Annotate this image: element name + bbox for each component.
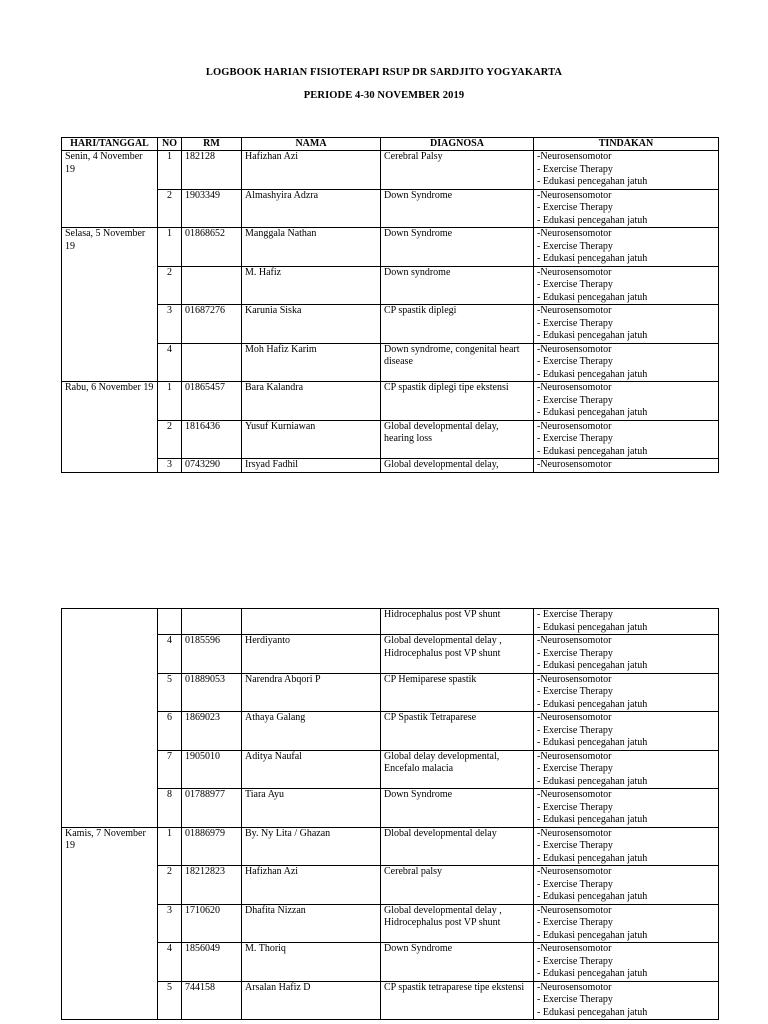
no-cell: 3 (158, 459, 182, 473)
nama-cell: Dhafita Nizzan (242, 904, 381, 943)
rm-cell: 01889053 (182, 673, 242, 712)
tindakan-cell: -Neurosensomotor - Exercise Therapy - Edukasi pencegahan jatuh (534, 712, 719, 751)
diagnosa-cell: CP spastik diplegi (381, 305, 534, 344)
nama-cell: Arsalan Hafiz D (242, 981, 381, 1020)
table-row (62, 904, 719, 943)
table-row (62, 228, 719, 267)
table-row (62, 459, 719, 473)
nama-cell: M. Thoriq (242, 943, 381, 982)
nama-cell: Irsyad Fadhil (242, 459, 381, 473)
logbook-table-page-2 (61, 608, 719, 1020)
rm-cell: 1903349 (182, 189, 242, 228)
diagnosa-cell: Dlobal developmental delay (381, 827, 534, 866)
table-header-row (62, 138, 719, 151)
tindakan-cell: -Neurosensomotor - Exercise Therapy - Edukasi pencegahan jatuh (534, 420, 719, 459)
no-cell: 1 (158, 228, 182, 267)
rm-cell: 01865457 (182, 382, 242, 421)
rm-cell (182, 609, 242, 635)
col-header-tindakan: TINDAKAN (534, 138, 719, 151)
table-row (62, 305, 719, 344)
day-cell: Rabu, 6 November 19 (62, 382, 158, 473)
col-header-hari-tanggal: HARI/TANGGAL (62, 138, 158, 151)
no-cell (158, 609, 182, 635)
document-title: LOGBOOK HARIAN FISIOTERAPI RSUP DR SARDJITO YOGYAKARTA (205, 67, 563, 78)
nama-cell: Herdiyanto (242, 635, 381, 674)
no-cell: 2 (158, 420, 182, 459)
tindakan-cell: -Neurosensomotor - Exercise Therapy - Edukasi pencegahan jatuh (534, 904, 719, 943)
rm-cell: 01788977 (182, 789, 242, 828)
rm-cell: 0743290 (182, 459, 242, 473)
tindakan-cell: -Neurosensomotor - Exercise Therapy - Edukasi pencegahan jatuh (534, 866, 719, 905)
tindakan-cell: -Neurosensomotor - Exercise Therapy - Edukasi pencegahan jatuh (534, 635, 719, 674)
nama-cell: Aditya Naufal (242, 750, 381, 789)
diagnosa-cell: Cerebral palsy (381, 866, 534, 905)
nama-cell: Athaya Galang (242, 712, 381, 751)
diagnosa-cell: Global developmental delay , Hidrocephalus post VP shunt (381, 635, 534, 674)
day-cell (62, 609, 158, 828)
document-period: PERIODE 4-30 NOVEMBER 2019 (303, 90, 465, 101)
rm-cell: 1710620 (182, 904, 242, 943)
no-cell: 1 (158, 827, 182, 866)
nama-cell: Moh Hafiz Karim (242, 343, 381, 382)
diagnosa-cell: Global developmental delay, hearing loss (381, 420, 534, 459)
table-row (62, 750, 719, 789)
nama-cell: M. Hafiz (242, 266, 381, 305)
no-cell: 1 (158, 151, 182, 190)
tindakan-cell: -Neurosensomotor - Exercise Therapy - Edukasi pencegahan jatuh (534, 943, 719, 982)
no-cell: 4 (158, 943, 182, 982)
rm-cell: 18212823 (182, 866, 242, 905)
table-row (62, 420, 719, 459)
table-row (62, 151, 719, 190)
table-row (62, 827, 719, 866)
no-cell: 5 (158, 981, 182, 1020)
no-cell: 5 (158, 673, 182, 712)
table-row (62, 609, 719, 635)
diagnosa-cell: Down Syndrome (381, 943, 534, 982)
nama-cell (242, 609, 381, 635)
diagnosa-cell: Cerebral Palsy (381, 151, 534, 190)
no-cell: 2 (158, 266, 182, 305)
tindakan-cell: -Neurosensomotor - Exercise Therapy - Edukasi pencegahan jatuh (534, 228, 719, 267)
col-header-no: NO (158, 138, 182, 151)
no-cell: 8 (158, 789, 182, 828)
rm-cell (182, 266, 242, 305)
nama-cell: Karunia Siska (242, 305, 381, 344)
no-cell: 1 (158, 382, 182, 421)
no-cell: 2 (158, 189, 182, 228)
diagnosa-cell: Down Syndrome (381, 189, 534, 228)
tindakan-cell: -Neurosensomotor - Exercise Therapy - Edukasi pencegahan jatuh (534, 827, 719, 866)
rm-cell: 01886979 (182, 827, 242, 866)
rm-cell: 1856049 (182, 943, 242, 982)
no-cell: 4 (158, 343, 182, 382)
diagnosa-cell: CP Spastik Tetraparese (381, 712, 534, 751)
table-row (62, 343, 719, 382)
tindakan-cell: -Neurosensomotor - Exercise Therapy - Edukasi pencegahan jatuh (534, 981, 719, 1020)
table-row (62, 981, 719, 1020)
diagnosa-cell: Down Syndrome (381, 789, 534, 828)
col-header-rm: RM (182, 138, 242, 151)
no-cell: 6 (158, 712, 182, 751)
tindakan-cell: -Neurosensomotor - Exercise Therapy - Edukasi pencegahan jatuh (534, 382, 719, 421)
tindakan-cell: -Neurosensomotor - Exercise Therapy - Edukasi pencegahan jatuh (534, 789, 719, 828)
diagnosa-cell: Global developmental delay, (381, 459, 534, 473)
logbook-table-page-1 (61, 137, 719, 473)
rm-cell: 0185596 (182, 635, 242, 674)
no-cell: 3 (158, 904, 182, 943)
table-row (62, 189, 719, 228)
rm-cell: 01868652 (182, 228, 242, 267)
col-header-nama: NAMA (242, 138, 381, 151)
tindakan-cell: -Neurosensomotor (534, 459, 719, 473)
diagnosa-cell: CP Hemiparese spastik (381, 673, 534, 712)
tindakan-cell: -Neurosensomotor - Exercise Therapy - Edukasi pencegahan jatuh (534, 343, 719, 382)
diagnosa-cell: Global developmental delay , Hidrocephalus post VP shunt (381, 904, 534, 943)
table-row (62, 712, 719, 751)
table-row (62, 635, 719, 674)
nama-cell: Narendra Abqori P (242, 673, 381, 712)
tindakan-cell: - Exercise Therapy - Edukasi pencegahan jatuh (534, 609, 719, 635)
no-cell: 3 (158, 305, 182, 344)
nama-cell: Almashyira Adzra (242, 189, 381, 228)
rm-cell: 744158 (182, 981, 242, 1020)
nama-cell: Manggala Nathan (242, 228, 381, 267)
day-cell: Senin, 4 November 19 (62, 151, 158, 228)
day-cell: Selasa, 5 November 19 (62, 228, 158, 382)
tindakan-cell: -Neurosensomotor - Exercise Therapy - Edukasi pencegahan jatuh (534, 151, 719, 190)
no-cell: 7 (158, 750, 182, 789)
nama-cell: Hafizhan Azi (242, 866, 381, 905)
tindakan-cell: -Neurosensomotor - Exercise Therapy - Edukasi pencegahan jatuh (534, 305, 719, 344)
tindakan-cell: -Neurosensomotor - Exercise Therapy - Edukasi pencegahan jatuh (534, 673, 719, 712)
day-cell: Kamis, 7 November 19 (62, 827, 158, 1020)
table-row (62, 266, 719, 305)
diagnosa-cell: CP spastik diplegi tipe ekstensi (381, 382, 534, 421)
rm-cell: 182128 (182, 151, 242, 190)
table-row (62, 789, 719, 828)
diagnosa-cell: Down syndrome (381, 266, 534, 305)
col-header-diagnosa: DIAGNOSA (381, 138, 534, 151)
no-cell: 2 (158, 866, 182, 905)
rm-cell (182, 343, 242, 382)
tindakan-cell: -Neurosensomotor - Exercise Therapy - Edukasi pencegahan jatuh (534, 750, 719, 789)
table-row (62, 943, 719, 982)
nama-cell: Yusuf Kurniawan (242, 420, 381, 459)
table-row (62, 866, 719, 905)
diagnosa-cell: Down Syndrome (381, 228, 534, 267)
nama-cell: By. Ny Lita / Ghazan (242, 827, 381, 866)
diagnosa-cell: Down syndrome, congenital heart disease (381, 343, 534, 382)
diagnosa-cell: Global delay developmental, Encefalo malacia (381, 750, 534, 789)
diagnosa-cell: CP spastik tetraparese tipe ekstensi (381, 981, 534, 1020)
no-cell: 4 (158, 635, 182, 674)
rm-cell: 1869023 (182, 712, 242, 751)
tindakan-cell: -Neurosensomotor - Exercise Therapy - Edukasi pencegahan jatuh (534, 189, 719, 228)
nama-cell: Bara Kalandra (242, 382, 381, 421)
rm-cell: 01687276 (182, 305, 242, 344)
rm-cell: 1816436 (182, 420, 242, 459)
table-row (62, 673, 719, 712)
table-row (62, 382, 719, 421)
rm-cell: 1905010 (182, 750, 242, 789)
nama-cell: Tiara Ayu (242, 789, 381, 828)
tindakan-cell: -Neurosensomotor - Exercise Therapy - Edukasi pencegahan jatuh (534, 266, 719, 305)
diagnosa-cell: Hidrocephalus post VP shunt (381, 609, 534, 635)
nama-cell: Hafizhan Azi (242, 151, 381, 190)
